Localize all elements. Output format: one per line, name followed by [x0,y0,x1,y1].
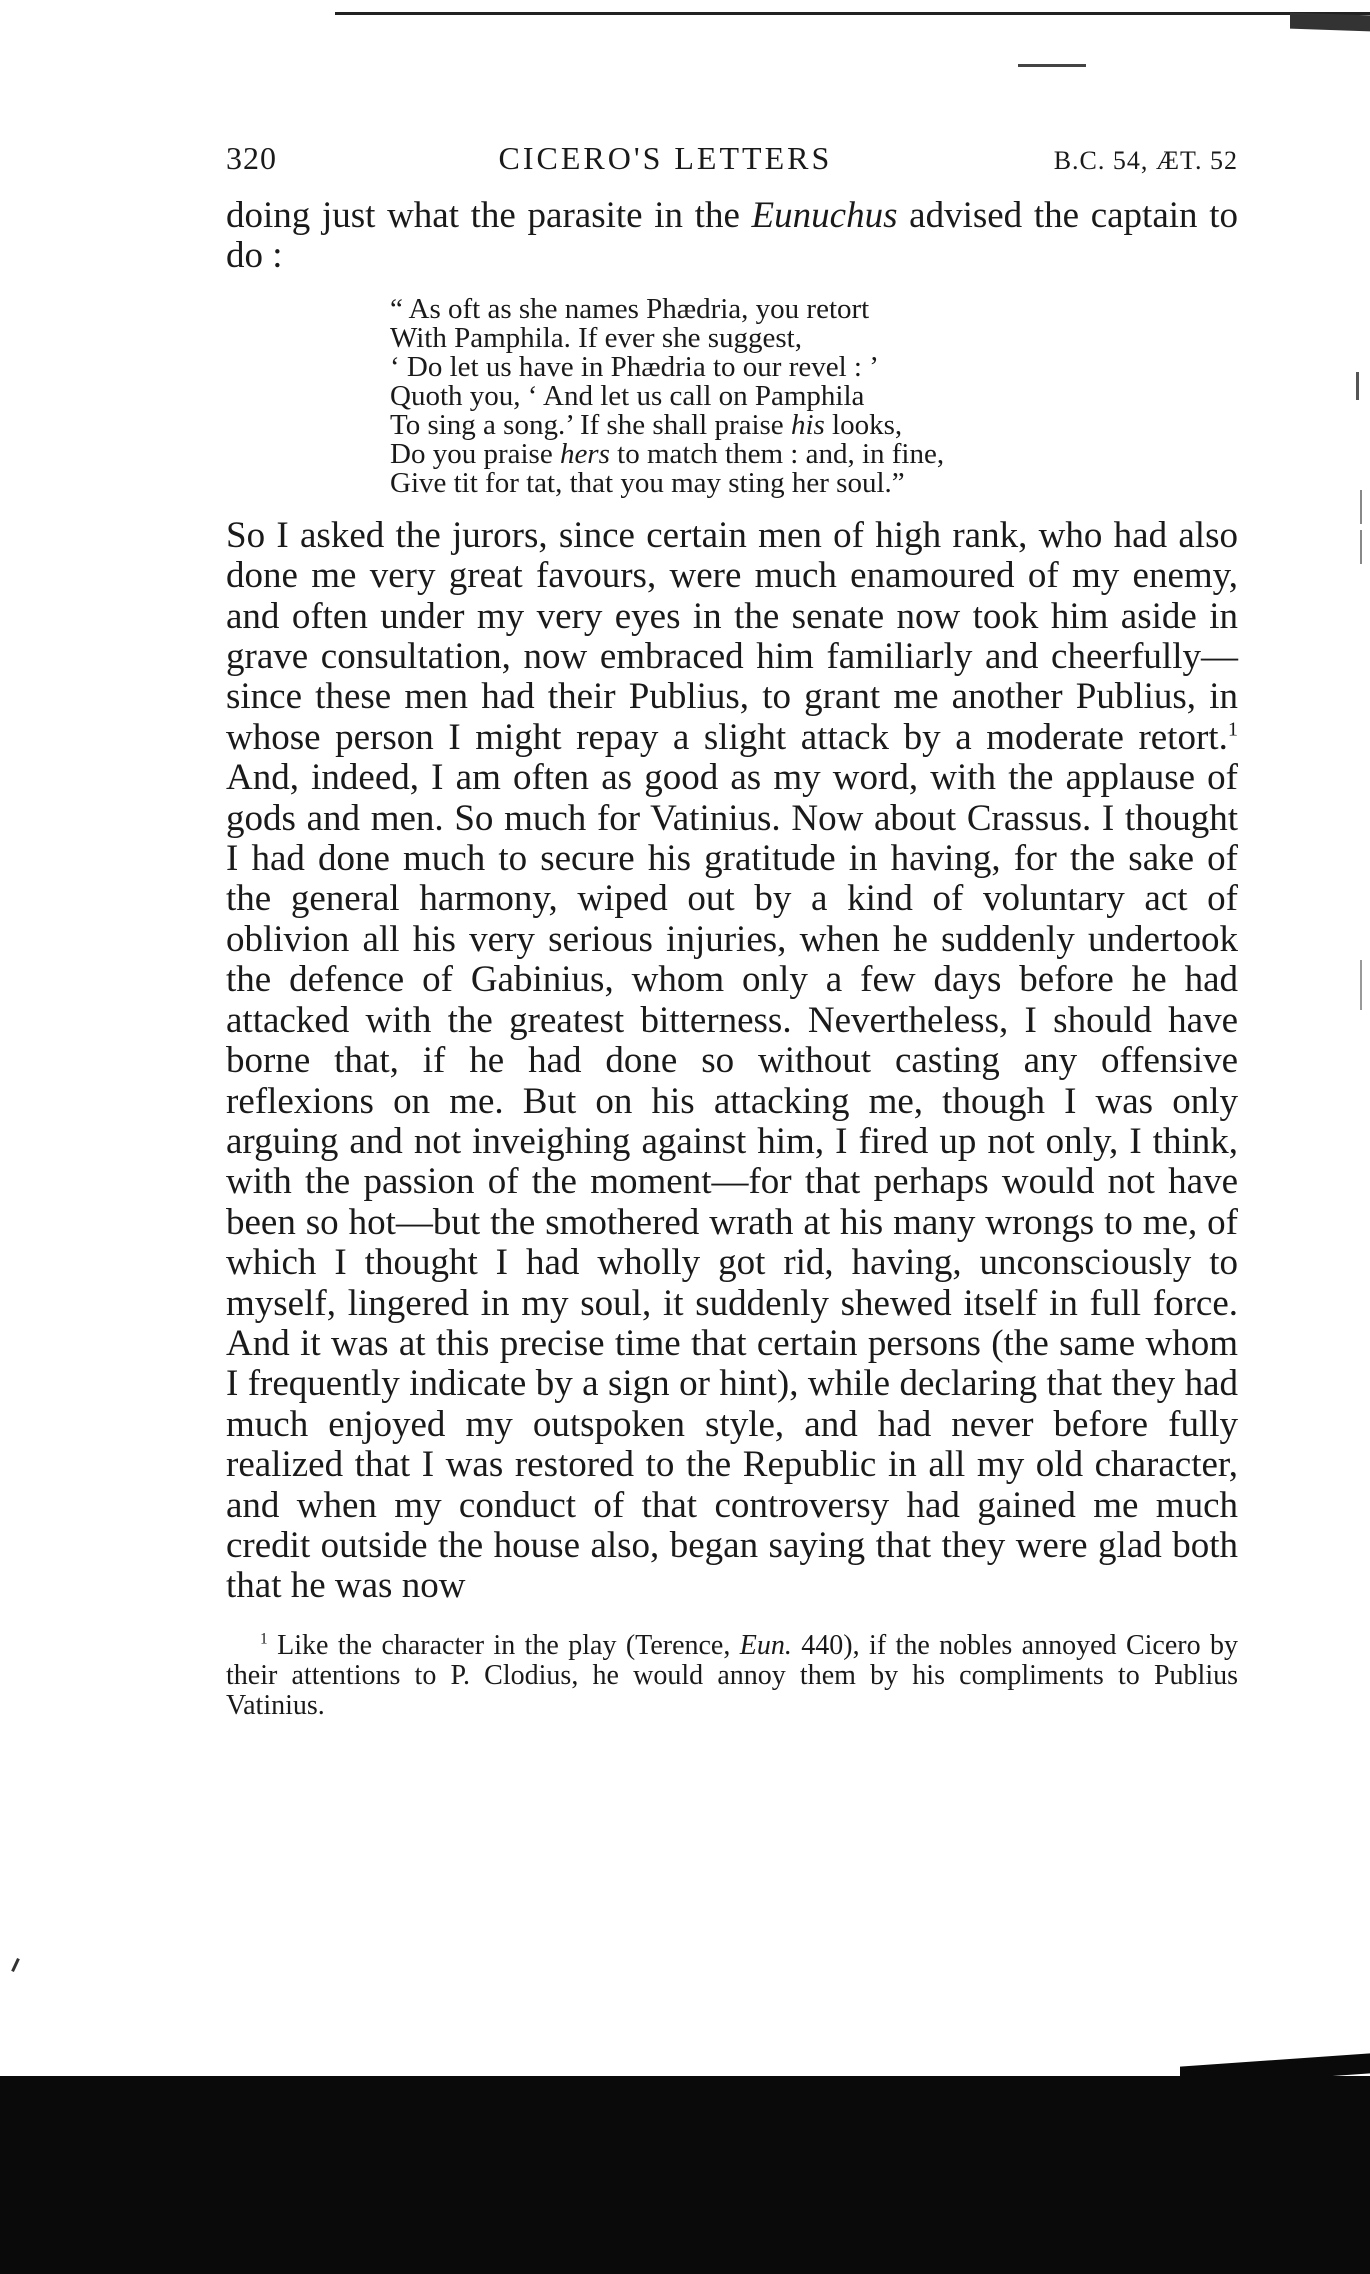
margin-scan-mark [1360,490,1362,524]
footnote-reference: 1 [1227,718,1238,741]
scan-bottom-band [0,2076,1370,2274]
footnote-text: Like the character in the play (Terence, [267,1629,740,1661]
footnote-text-end: 440), if the nobles annoyed Cicero by their attentions to P. Clodius, he would annoy them by his compliments to Publius Vatinius. [226,1629,1238,1721]
footnote-italic: Eun. [739,1629,792,1661]
scan-mark [1018,64,1086,67]
verse-line: ‘ Do let us have in Phædria to our revel : ’ [390,350,879,383]
verse-line [390,408,1238,441]
paragraph-text-continued: And, indeed, I am often as good as my word, with the applause of gods and men. So much for Vatinius. Now about Crassus. I thought I had done much to secure his gratitude in having, for the sake of the general harmony, wiped out by a kind of voluntary act of oblivion all his very serious injuries, when he suddenly undertook the defence of Gabinius, whom only a few days before he had attacked with the greatest bitterness. Nevertheless, I should have borne that, if he had done so without casting any offensive reflexions on me. But on his attacking me, though I was only arguing and not inveighing against him, I fired up not only, I think, with the passion of the moment—for that perhaps would not have been so hot—but the smothered wrath at his many wrongs to me, of which I thought I had wholly got rid, having, unconsciously to myself, lingered in my soul, it suddenly shewed itself in full force. And it was at this precise time that certain persons (the same whom I frequently indicate by a sign or hint), while declaring that they had much enjoyed my outspoken style, and had never before fully realized that I was restored to the Republic in all my old character, and when my conduct of that controversy had gained me much credit outside the house also, began saying that they were glad both that he was now [226,757,1238,1607]
margin-scan-mark [1356,372,1359,400]
top-scan-rule [335,12,1370,15]
verse-text: To sing a song.’ If she shall praise [390,408,791,441]
verse-line: Give tit for tat, that you may sting her soul.” [390,466,905,499]
margin-tick [11,1958,20,1972]
book-page [226,140,1238,1721]
intro-text: doing just what the parasite in the [226,195,752,236]
margin-scan-mark [1360,960,1362,1010]
running-title: CICERO'S LETTERS [498,140,833,176]
footnote-marker: 1 [260,1630,268,1648]
margin-scan-mark [1360,530,1362,564]
footnote [226,1631,1238,1721]
play-title: Eunuchus [751,195,898,236]
verse-line: Quoth you, ‘ And let us call on Pamphila [390,379,865,412]
date-reference: B.C. 54, ÆT. 52 [1053,146,1238,175]
verse-text: to match them : and, in fine, [609,437,945,470]
paragraph-text: So I asked the jurors, since certain men of high rank, who had also done me very great favours, were much enamoured of my enemy, and often under my very eyes in the senate now took him aside in grave consultation, now embraced him familiarly and cheerfully—since these men had their Publius, to grant me another Publius, in whose person I might repay a slight attack by a moderate retort. [226,514,1238,758]
verse-text: Do you praise [390,437,560,470]
verse-italic: his [790,408,825,441]
verse-line: With Pamphila. If ever she suggest, [390,321,802,354]
verse-italic: hers [559,437,610,470]
verse-text: looks, [824,408,903,441]
intro-text-end: advised the captain to do : [226,195,1238,277]
main-paragraph [226,516,1238,1607]
verse-line [390,437,1238,470]
top-scan-edge [1290,13,1370,32]
page-number: 320 [226,140,277,176]
intro-paragraph [226,196,1238,277]
verse-quotation [390,292,1238,499]
verse-line: “ As oft as she names Phædria, you retort [390,292,870,325]
running-header [226,140,1238,186]
